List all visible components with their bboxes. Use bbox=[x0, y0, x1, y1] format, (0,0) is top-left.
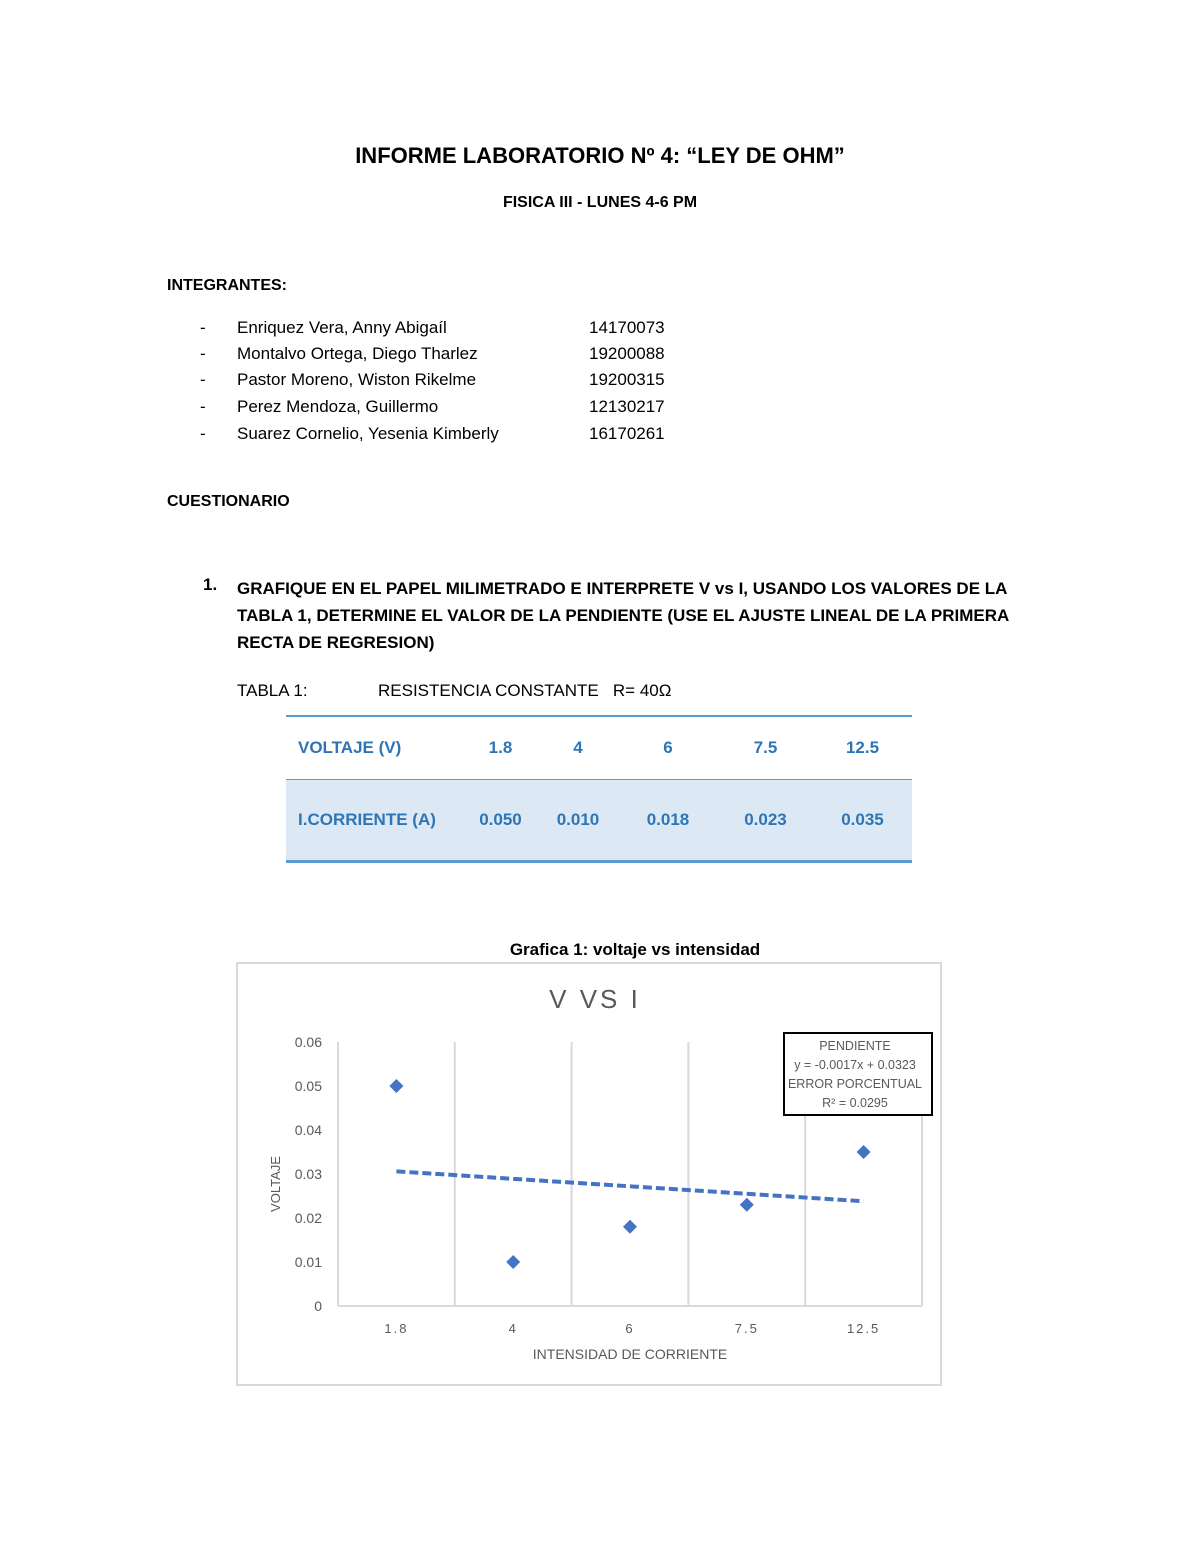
table-cell: 1.8 bbox=[463, 716, 538, 780]
chart-caption: Grafica 1: voltaje vs intensidad bbox=[509, 940, 761, 959]
table-cell: 0.050 bbox=[463, 780, 538, 862]
table-cell: 0.018 bbox=[618, 780, 718, 862]
data-point bbox=[857, 1145, 871, 1159]
question-text: GRAFIQUE EN EL PAPEL MILIMETRADO E INTERPRETE V vs I, USANDO LOS VALORES DE LA TABLA 1, DETERMINE EL VALOR DE LA PENDIENTE (USE EL AJUSTE LINEAL DE LA PRIMERA RECTA DE REGRESION) bbox=[237, 579, 1009, 652]
annotation-line: R² = 0.0295 bbox=[822, 1096, 888, 1110]
y-tick-label: 0.04 bbox=[294, 1122, 322, 1138]
table-label: TABLA 1: bbox=[237, 681, 308, 700]
data-point bbox=[506, 1255, 520, 1269]
question-number: 1. bbox=[203, 575, 218, 594]
y-tick-label: 0.06 bbox=[294, 1034, 322, 1050]
table-cell: 7.5 bbox=[718, 716, 813, 780]
member-name: Suarez Cornelio, Yesenia Kimberly bbox=[237, 424, 499, 443]
trendline bbox=[396, 1171, 863, 1201]
members-heading: INTEGRANTES: bbox=[167, 277, 287, 294]
data-point bbox=[389, 1079, 403, 1093]
bullet: - bbox=[200, 370, 206, 389]
data-table bbox=[286, 715, 912, 863]
table-row bbox=[286, 780, 912, 862]
x-axis-title: INTENSIDAD DE CORRIENTE bbox=[532, 1346, 728, 1362]
document-subtitle: FISICA III - LUNES 4-6 PM bbox=[502, 194, 698, 211]
x-tick-label: 7.5 bbox=[734, 1321, 759, 1336]
annotation-line: PENDIENTE bbox=[819, 1039, 891, 1053]
chart-title: V VS I bbox=[549, 984, 641, 1014]
member-name: Montalvo Ortega, Diego Tharlez bbox=[237, 344, 478, 363]
y-tick-label: 0 bbox=[314, 1298, 322, 1314]
y-tick-label: 0.02 bbox=[294, 1210, 322, 1226]
x-tick-label: 6 bbox=[625, 1321, 635, 1336]
row-header: VOLTAJE (V) bbox=[286, 716, 463, 780]
member-name: Enriquez Vera, Anny Abigaíl bbox=[237, 318, 447, 337]
table-cell: 0.023 bbox=[718, 780, 813, 862]
data-point bbox=[623, 1220, 637, 1234]
member-name: Perez Mendoza, Guillermo bbox=[237, 397, 439, 416]
y-tick-label: 0.03 bbox=[294, 1166, 322, 1182]
member-code: 19200088 bbox=[589, 344, 665, 363]
section-heading: CUESTIONARIO bbox=[167, 493, 290, 510]
member-code: 14170073 bbox=[589, 318, 665, 337]
member-name: Pastor Moreno, Wiston Rikelme bbox=[237, 370, 477, 389]
bullet: - bbox=[200, 424, 206, 443]
y-tick-label: 0.05 bbox=[294, 1078, 322, 1094]
member-code: 19200315 bbox=[589, 370, 665, 389]
row-header: I.CORRIENTE (A) bbox=[286, 780, 463, 862]
chart-frame bbox=[236, 962, 942, 1386]
annotation-line: y = -0.0017x + 0.0323 bbox=[794, 1058, 916, 1072]
x-tick-label: 4 bbox=[508, 1321, 518, 1336]
y-axis-title: VOLTAJE bbox=[268, 1156, 283, 1212]
table-cell: 12.5 bbox=[813, 716, 912, 780]
bullet: - bbox=[200, 318, 206, 337]
table-cell: 0.010 bbox=[538, 780, 618, 862]
y-tick-label: 0.01 bbox=[294, 1254, 322, 1270]
annotation-line: ERROR PORCENTUAL bbox=[787, 1077, 923, 1091]
table-cell: 6 bbox=[618, 716, 718, 780]
table-description: RESISTENCIA CONSTANTE R= 40Ω bbox=[378, 681, 672, 700]
table-cell: 0.035 bbox=[813, 780, 912, 862]
table-cell: 4 bbox=[538, 716, 618, 780]
x-tick-label: 1.8 bbox=[384, 1321, 409, 1336]
document-title: INFORME LABORATORIO Nº 4: “LEY DE OHM” bbox=[355, 143, 845, 168]
chart bbox=[238, 964, 940, 1384]
bullet: - bbox=[200, 397, 206, 416]
data-point bbox=[740, 1198, 754, 1212]
member-code: 12130217 bbox=[589, 397, 665, 416]
member-code: 16170261 bbox=[589, 424, 665, 443]
table-row bbox=[286, 716, 912, 780]
bullet: - bbox=[200, 344, 206, 363]
x-tick-label: 12.5 bbox=[846, 1321, 881, 1336]
